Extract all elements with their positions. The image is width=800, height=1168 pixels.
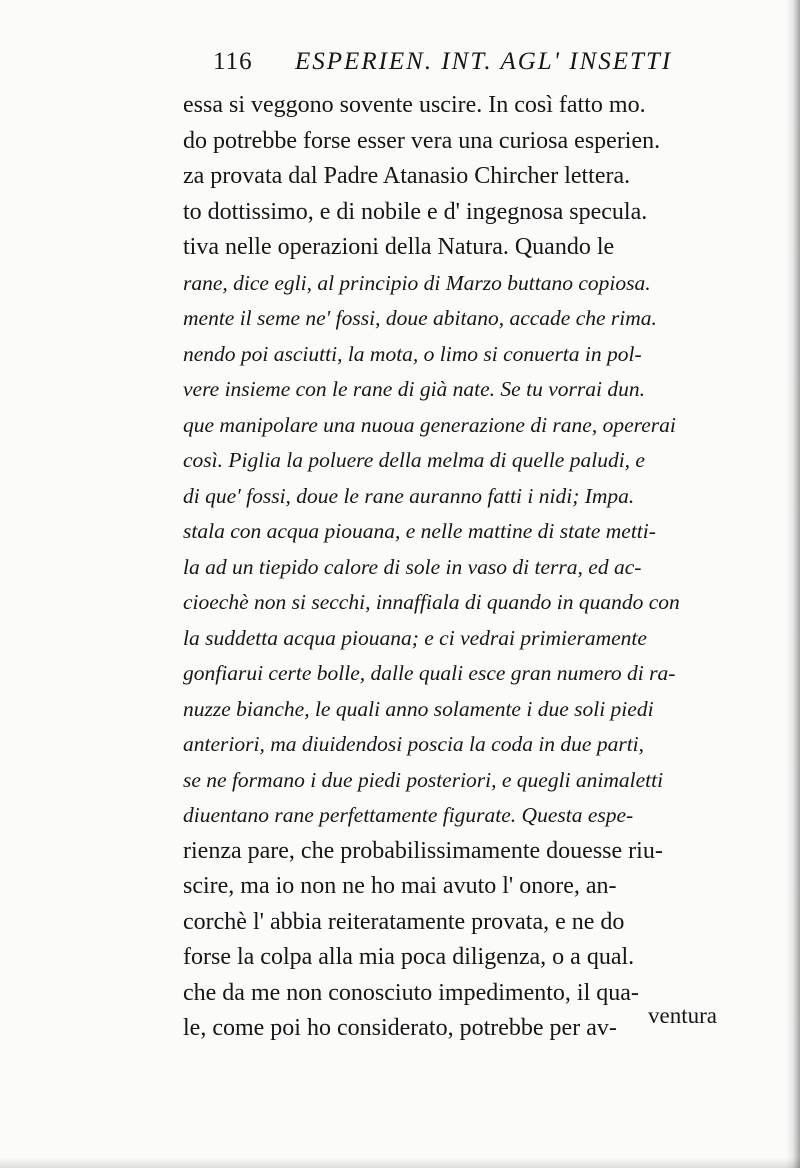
text-line-italic: que manipolare una nuoua generazione di rane, opererai	[183, 412, 676, 437]
text-line-italic: anteriori, ma diuidendosi poscia la coda in due parti,	[183, 732, 645, 756]
text-line: za provata dal Padre Atanasio Chircher lettera.	[183, 163, 631, 189]
page-bottom-shadow	[0, 1158, 800, 1168]
text-line: che da me non conosciuto impedimento, il qua-	[183, 979, 639, 1006]
text-line-italic: mente il seme ne' fossi, doue abitano, accade che rima.	[183, 306, 657, 330]
text-line-italic: rane, dice egli, al principio di Marzo buttano copiosa.	[183, 270, 651, 295]
running-head: ESPERIEN. INT. AGL' INSETTI	[295, 48, 673, 75]
text-line-italic: nendo poi asciutti, la mota, o limo si conuerta in pol-	[183, 341, 642, 366]
text-line: rienza pare, che probabilissimamente douesse riu-	[183, 837, 663, 864]
text-line-italic: stala con acqua piouana, e nelle mattine di state metti-	[183, 519, 656, 543]
text-line-italic: nuzze bianche, le quali anno solamente i due soli piedi	[183, 696, 654, 721]
text-line: scire, ma io non ne ho mai avuto l' onore, an-	[183, 873, 617, 899]
text-line-italic: se ne formano i due piedi posteriori, e quegli animaletti	[183, 767, 664, 792]
body-text	[183, 88, 763, 1047]
text-line: tiva nelle operazioni della Natura. Quando le	[183, 234, 615, 260]
text-line: le, come poi ho considerato, potrebbe per av-	[183, 1015, 617, 1041]
page-edge-shadow	[786, 0, 800, 1168]
text-line: corchè l' abbia reiteratamente provata, e ne do	[183, 908, 625, 935]
text-line-italic: diuentano rane perfettamente figurate. Questa espe-	[183, 803, 634, 827]
text-line-italic: gonfiarui certe bolle, dalle quali esce gran numero di ra-	[183, 661, 676, 685]
text-line: essa si veggono sovente uscire. In così fatto mo.	[183, 92, 646, 118]
page-number: 116	[213, 48, 253, 75]
text-line-italic: vere insieme con le rane di già nate. Se tu vorrai dun.	[183, 377, 645, 401]
page-header	[213, 48, 733, 80]
text-line-italic: così. Piglia la poluere della melma di quelle paludi, e	[183, 448, 645, 472]
text-line-italic: la suddetta acqua piouana; e ci vedrai primieramente	[183, 625, 647, 650]
text-line-italic: di que' fossi, doue le rane auranno fatti i nidi; Impa.	[183, 483, 635, 508]
text-line-italic: la ad un tiepido calore di sole in vaso di terra, ed ac-	[183, 554, 642, 579]
text-line-italic: cioechè non si secchi, innaffiala di quando in quando con	[183, 590, 680, 614]
catchword: ventura	[648, 1003, 717, 1028]
text-line: to dottissimo, e di nobile e d' ingegnosa specula.	[183, 198, 648, 225]
text-line: forse la colpa alla mia poca diligenza, o a qual.	[183, 944, 635, 970]
text-line: do potrebbe forse esser vera una curiosa esperien.	[183, 127, 661, 154]
